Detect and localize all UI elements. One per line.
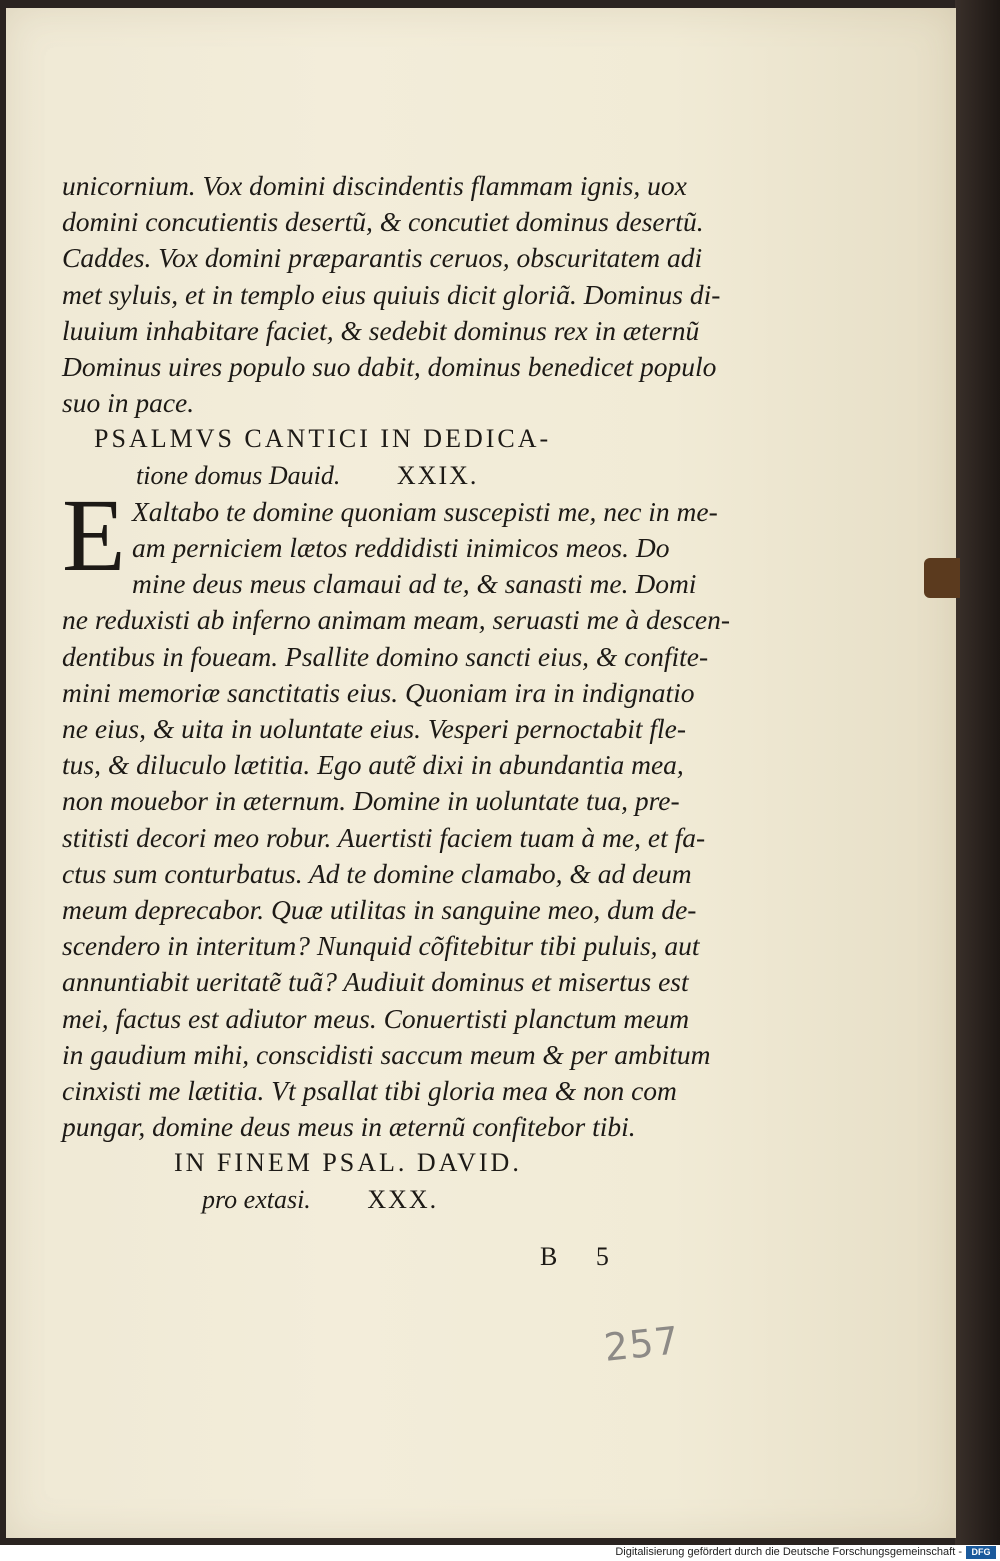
text-line: stitisti decori meo robur. Auertisti faciem tuam à me, et fa- — [62, 821, 706, 853]
page-text — [62, 168, 731, 1218]
dfg-logo: DFG — [966, 1546, 996, 1559]
text-line: scendero in interitum? Nunquid cõfitebitur tibi puluis, aut — [62, 930, 700, 962]
text-line: am perniciem lætos reddidisti inimicos meos. Do — [132, 532, 670, 564]
text-line: cinxisti me lætitia. Vt psallat tibi gloria mea & non com — [62, 1075, 677, 1107]
text-line: non mouebor in æternum. Domine in uoluntate tua, pre- — [62, 785, 680, 817]
psalm-29-subheading — [136, 458, 722, 494]
text-line: Caddes. Vox domini præparantis ceruos, obscuritatem adi — [62, 242, 703, 274]
text-section-1 — [62, 168, 722, 421]
text-line: meum deprecabor. Quæ utilitas in sanguine meo, dum de- — [62, 894, 697, 926]
text-line: unicornium. Vox domini discindentis flammam ignis, uox — [62, 170, 687, 201]
text-line: Xaltabo te domine quoniam suscepisti me, nec in me- — [132, 495, 718, 527]
text-line: suo in pace. — [62, 387, 195, 419]
footer-credit: Digitalisierung gefördert durch die Deutsche Forschungsgemeinschaft - — [615, 1546, 962, 1558]
text-line: pungar, domine deus meus in æternũ confitebor tibi. — [62, 1111, 636, 1143]
dropcap-letter: E — [62, 477, 126, 593]
text-line: in gaudium mihi, conscidisti saccum meum & per ambitum — [62, 1038, 711, 1070]
dropcap-paragraph — [62, 477, 722, 603]
pencil-folio-number: 257 — [601, 1318, 682, 1370]
psalm-30-subheading — [202, 1182, 722, 1218]
text-line: ctus sum conturbatus. Ad te domine clamabo, & ad deum — [62, 857, 692, 889]
psalm-29-subtitle: tione domus Dauid. — [136, 460, 341, 490]
text-line: tus, & diluculo lætitia. Ego autẽ dixi in abundantia mea, — [62, 749, 684, 781]
text-section-2 — [62, 602, 731, 1145]
text-line: mine deus meus clamaui ad te, & sanasti me. Domi — [132, 568, 697, 600]
text-line: annuntiabit ueritatẽ tuã? Audiuit dominus et misertus est — [62, 966, 689, 998]
text-line: luuium inhabitare faciet, & sedebit dominus rex in æternũ — [62, 314, 700, 346]
ribbon-tab — [924, 558, 960, 598]
psalm-30-number: XXX. — [367, 1184, 439, 1214]
dropcap-lines — [62, 477, 722, 603]
text-line: ne reduxisti ab inferno animam meam, seruasti me à descen- — [62, 604, 731, 636]
text-line: Dominus uires populo suo dabit, dominus benedicet populo — [62, 351, 717, 383]
text-line: ne eius, & uita in uoluntate eius. Vesperi pernoctabit fle- — [62, 713, 687, 745]
psalm-30-subtitle: pro extasi. — [202, 1184, 311, 1214]
text-line: mini memoriæ sanctitatis eius. Quoniam ira in indignatio — [62, 676, 695, 708]
book-edge — [955, 0, 1000, 1545]
text-line: domini concutientis desertũ, & concutiet dominus desertũ. — [62, 206, 704, 238]
text-line: met syluis, et in templo eius quiuis dicit gloriã. Dominus di- — [62, 278, 721, 310]
psalm-30-heading: IN FINEM PSAL. DAVID. — [174, 1148, 522, 1178]
text-line: dentibus in foueam. Psallite domino sancti eius, & confite- — [62, 640, 709, 672]
text-line: mei, factus est adiutor meus. Conuertisti planctum meum — [62, 1002, 690, 1034]
psalm-29-heading: PSALMVS CANTICI IN DEDICA- — [94, 424, 552, 454]
psalm-29-number: XXIX. — [396, 460, 479, 490]
footer-bar — [0, 1545, 1000, 1561]
signature-mark: B 5 — [540, 1242, 625, 1271]
